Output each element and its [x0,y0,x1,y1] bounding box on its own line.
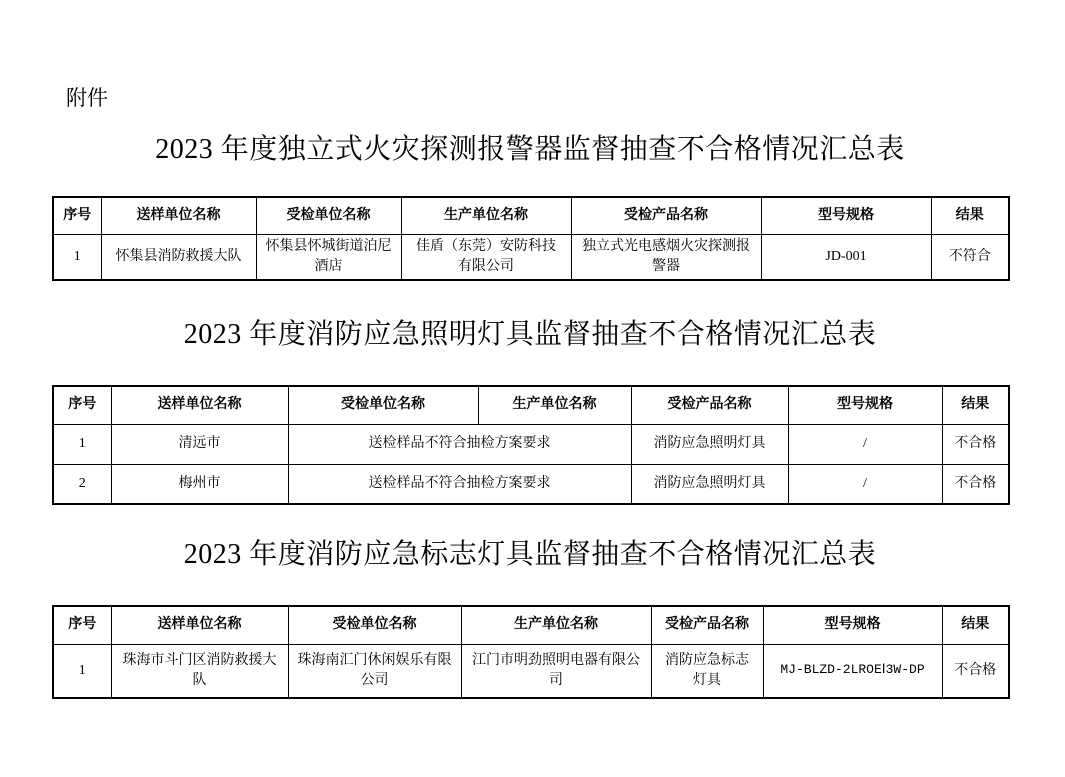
table-cell: 1 [53,424,111,464]
column-header: 结果 [942,606,1009,644]
report-section-1 [52,134,1008,281]
table-row [53,464,1009,504]
table-cell: / [788,464,942,504]
table-cell: 送检样品不符合抽检方案要求 [288,424,631,464]
header-row [53,197,1009,234]
table-row [53,234,1009,280]
table-cell: 不合格 [942,644,1009,698]
report-section-2 [52,319,1008,505]
column-header: 受检产品名称 [571,197,761,234]
table-cell: 消防应急标志灯具 [651,644,763,698]
column-header: 序号 [53,606,111,644]
column-header: 生产单位名称 [478,386,631,424]
table-cell: 不合格 [942,464,1009,504]
table-cell: 佳盾（东莞）安防科技有限公司 [401,234,571,280]
table-row [53,424,1009,464]
column-header: 受检产品名称 [651,606,763,644]
tables-container [0,134,1065,699]
column-header: 型号规格 [788,386,942,424]
report-title: 2023 年度独立式火灾探测报警器监督抽查不合格情况汇总表 [155,134,905,165]
table-row [53,644,1009,698]
report-table [52,385,1010,505]
column-header: 生产单位名称 [401,197,571,234]
table-cell: / [788,424,942,464]
column-header: 序号 [53,197,101,234]
table-cell: 独立式光电感烟火灾探测报警器 [571,234,761,280]
table-cell: 珠海市斗门区消防救援大队 [111,644,288,698]
table-cell: 1 [53,644,111,698]
header-row [53,386,1009,424]
table-cell: 2 [53,464,111,504]
report-table [52,605,1010,699]
table-cell: 送检样品不符合抽检方案要求 [288,464,631,504]
table-cell: 怀集县怀城街道泊尼酒店 [256,234,401,280]
report-title: 2023 年度消防应急标志灯具监督抽查不合格情况汇总表 [183,539,877,571]
column-header: 受检产品名称 [631,386,788,424]
column-header: 结果 [942,386,1009,424]
column-header: 生产单位名称 [461,606,651,644]
table-cell: 1 [53,234,101,280]
report-table [52,196,1010,281]
column-header: 结果 [931,197,1009,234]
column-header: 序号 [53,386,111,424]
table-cell: JD-001 [761,234,931,280]
report-title: 2023 年度消防应急照明灯具监督抽查不合格情况汇总表 [183,319,877,351]
column-header: 受检单位名称 [288,606,461,644]
table-cell: 梅州市 [111,464,288,504]
attachment-label: 附件 [66,86,108,110]
table-cell: MJ-BLZD-2LROEⅠ3W-DP [763,644,942,698]
column-header: 送样单位名称 [111,606,288,644]
header-row [53,606,1009,644]
table-cell: 珠海南汇门休闲娱乐有限公司 [288,644,461,698]
table-cell: 不符合 [931,234,1009,280]
column-header: 送样单位名称 [101,197,256,234]
table-cell: 江门市明劲照明电器有限公司 [461,644,651,698]
column-header: 受检单位名称 [256,197,401,234]
report-section-3 [52,539,1008,699]
column-header: 型号规格 [763,606,942,644]
table-cell: 怀集县消防救援大队 [101,234,256,280]
table-cell: 消防应急照明灯具 [631,464,788,504]
column-header: 受检单位名称 [288,386,478,424]
table-cell: 清远市 [111,424,288,464]
column-header: 送样单位名称 [111,386,288,424]
table-cell: 不合格 [942,424,1009,464]
table-cell: 消防应急照明灯具 [631,424,788,464]
column-header: 型号规格 [761,197,931,234]
